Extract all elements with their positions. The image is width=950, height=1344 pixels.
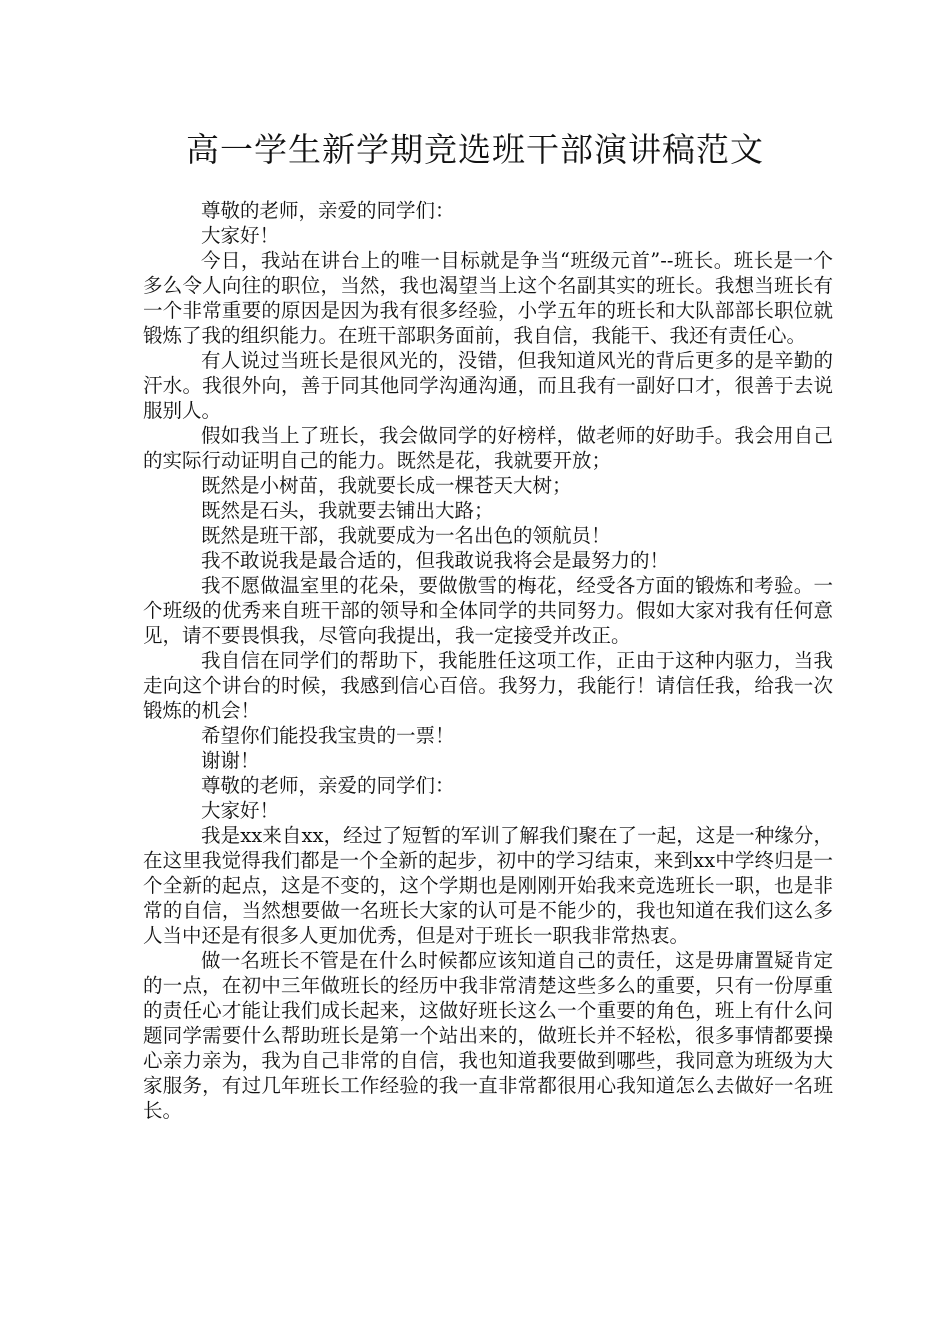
paragraph-intro-2: 我是xx来自xx，经过了短暂的军训了解我们聚在了一起，这是一种缘分，在这里我觉得我们都是一个全新的起步，初中的学习结束，来到xx中学终归是一个全新的起点，这是不变的，这个学期也是刚刚开始我来竞选班长一职，也是非常的自信，当然想要做一名班长大家的认可是不能少的，我也知道在我们这么多人当中还是有很多人更加优秀，但是对于班长一职我非常热衷。 [143,824,833,947]
paragraph-effort: 我不敢说我是最合适的，但我敢说我将会是最努力的！ [201,549,670,572]
document-body [143,198,833,1123]
paragraph-greeting-2: 尊敬的老师，亲爱的同学们： [201,774,455,797]
paragraph-hello-2: 大家好！ [201,799,280,822]
paragraph-sapling: 既然是小树苗，我就要长成一棵苍天大树； [201,474,572,497]
paragraph-hello-1: 大家好！ [201,224,280,247]
paragraph-greeting-1: 尊敬的老师，亲爱的同学们： [201,199,455,222]
paragraph-vote-request: 希望你们能投我宝贵的一票！ [201,724,455,747]
paragraph-promise: 假如我当上了班长，我会做同学的好榜样，做老师的好助手。我会用自己的实际行动证明自己的能力。既然是花，我就要开放； [143,424,833,472]
paragraph-stone: 既然是石头，我就要去铺出大路； [201,499,494,522]
paragraph-responsibility: 做一名班长不管是在什么时候都应该知道自己的责任，这是毋庸置疑肯定的一点，在初中三年做班长的经历中我非常清楚这些多么的重要，只有一份厚重的责任心才能让我们成长起来，这做好班长这么一个重要的角色，班上有什么问题同学需要什么帮助班长是第一个站出来的，做班长并不轻松，很多事情都要操心亲力亲为，我为自己非常的自信，我也知道我要做到哪些，我同意为班级为大家服务，有过几年班长工作经验的我一直非常都很用心我知道怎么去做好一名班长。 [143,949,833,1122]
paragraph-intro-1: 今日，我站在讲台上的唯一目标就是争当“班级元首”--班长。班长是一个多么令人向往的职位，当然，我也渴望当上这个名副其实的班长。我想当班长有一个非常重要的原因是因为我有很多经验，小学五年的班长和大队部部长职位就锻炼了我的组织能力。在班干部职务面前，我自信，我能干、我还有责任心。 [143,249,833,347]
paragraph-personality: 有人说过当班长是很风光的，没错，但我知道风光的背后更多的是辛勤的汗水。我很外向，善于同其他同学沟通沟通，而且我有一副好口才，很善于去说服别人。 [143,349,833,422]
paragraph-confidence: 我自信在同学们的帮助下，我能胜任这项工作，正由于这种内驱力，当我走向这个讲台的时候，我感到信心百倍。我努力，我能行！请信任我，给我一次锻炼的机会！ [143,649,833,722]
document-title: 高一学生新学期竞选班干部演讲稿范文 [186,130,764,169]
paragraph-navigator: 既然是班干部，我就要成为一名出色的领航员！ [201,524,611,547]
paragraph-thanks: 谢谢！ [201,749,260,772]
paragraph-plum-blossom: 我不愿做温室里的花朵，要做傲雪的梅花，经受各方面的锻炼和考验。一个班级的优秀来自班干部的领导和全体同学的共同努力。假如大家对我有任何意见，请不要畏惧我，尽管向我提出，我一定接受并改正。 [143,574,833,647]
